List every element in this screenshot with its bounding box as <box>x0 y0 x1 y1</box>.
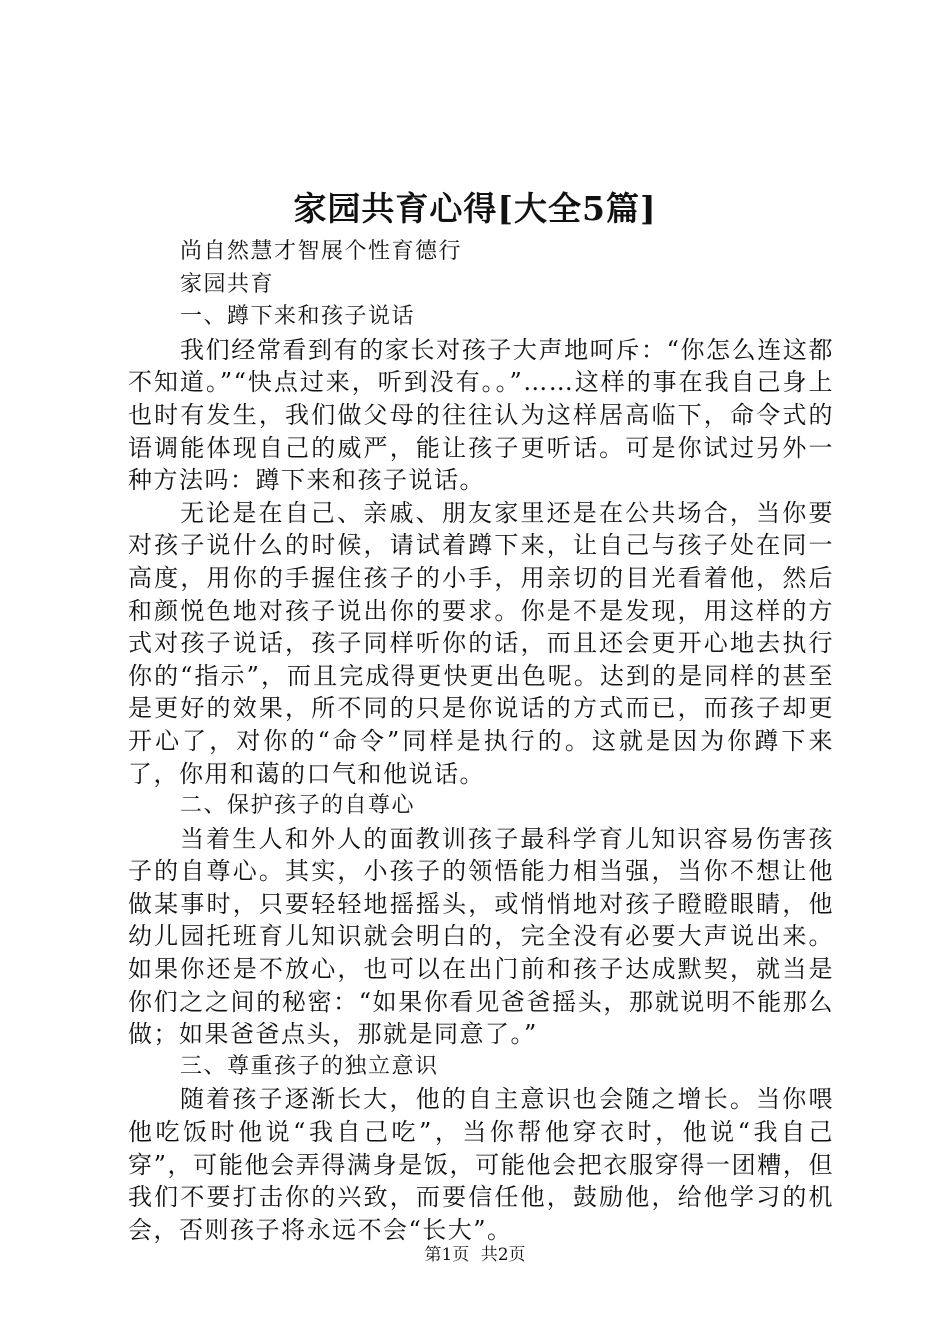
paragraph-2: 无论是在自己、亲戚、朋友家里还是在公共场合，当你要对孩子说什么的时候，请试着蹲下来，让自己与孩子处在同一高度，用你的手握住孩子的小手，用亲切的目光看着他，然后和颜悦色地对孩子说出你的要求。你是不是发现，用这样的方式对孩子说话，孩子同样听你的话，而且还会更开心地去执行你的“指示”，而且完成得更快更出色呢。达到的是同样的甚至是更好的效果，所不同的只是你说话的方式而已，而孩子却更开心了，对你的“命令”同样是执行的。这就是因为你蹲下来了，你用和蔼的口气和他说话。 <box>128 498 834 788</box>
page-footer <box>0 1243 950 1267</box>
document-body <box>128 236 834 1246</box>
section-heading-3: 三、尊重孩子的独立意识 <box>180 1053 439 1079</box>
subtitle-motto: 尚自然慧才智展个性育德行 <box>180 239 463 264</box>
page-title: 家园共育心得[大全5篇] <box>293 189 657 228</box>
section-heading-1: 一、蹲下来和孩子说话 <box>180 304 416 330</box>
paragraph-1: 我们经常看到有的家长对孩子大声地呵斥：“你怎么连这都不知道。”“快点过来，听到没有。。”……这样的事在我自己身上也时有发生，我们做父母的往往认为这样居高临下，命令式的语调能体现自己的威严，能让孩子更听话。可是你试过另外一种方法吗：蹲下来和孩子说话。 <box>128 335 834 495</box>
subtitle-topic: 家园共育 <box>180 271 275 297</box>
paragraph-4: 随着孩子逐渐长大，他的自主意识也会随之增长。当你喂他吃饭时他说“我自己吃”，当你帮他穿衣时，他说“我自己穿”，可能他会弄得满身是饭，可能他会把衣服穿得一团糟，但我们不要打击你的兴致，而要信任他，鼓励他，给他学习的机会，否则孩子将永远不会“长大”。 <box>128 1085 834 1244</box>
section-heading-2: 二、保护孩子的自尊心 <box>180 793 416 819</box>
page-number: 第1页 <box>424 1245 470 1265</box>
paragraph-3: 当着生人和外人的面教训孩子最科学育儿知识容易伤害孩子的自尊心。其实，小孩子的领悟能力相当强，当你不想让他做某事时，只要轻轻地摇摇头，或悄悄地对孩子瞪瞪眼睛，他幼儿园托班育儿知识就会明白的，完全没有必要大声说出来。如果你还是不放心，也可以在出门前和孩子达成默契，就当是你们之之间的秘密：“如果你看见爸爸摇头，那就说明不能那么做；如果爸爸点头，那就是同意了。” <box>128 824 834 1049</box>
page-total: 共2页 <box>480 1245 526 1265</box>
